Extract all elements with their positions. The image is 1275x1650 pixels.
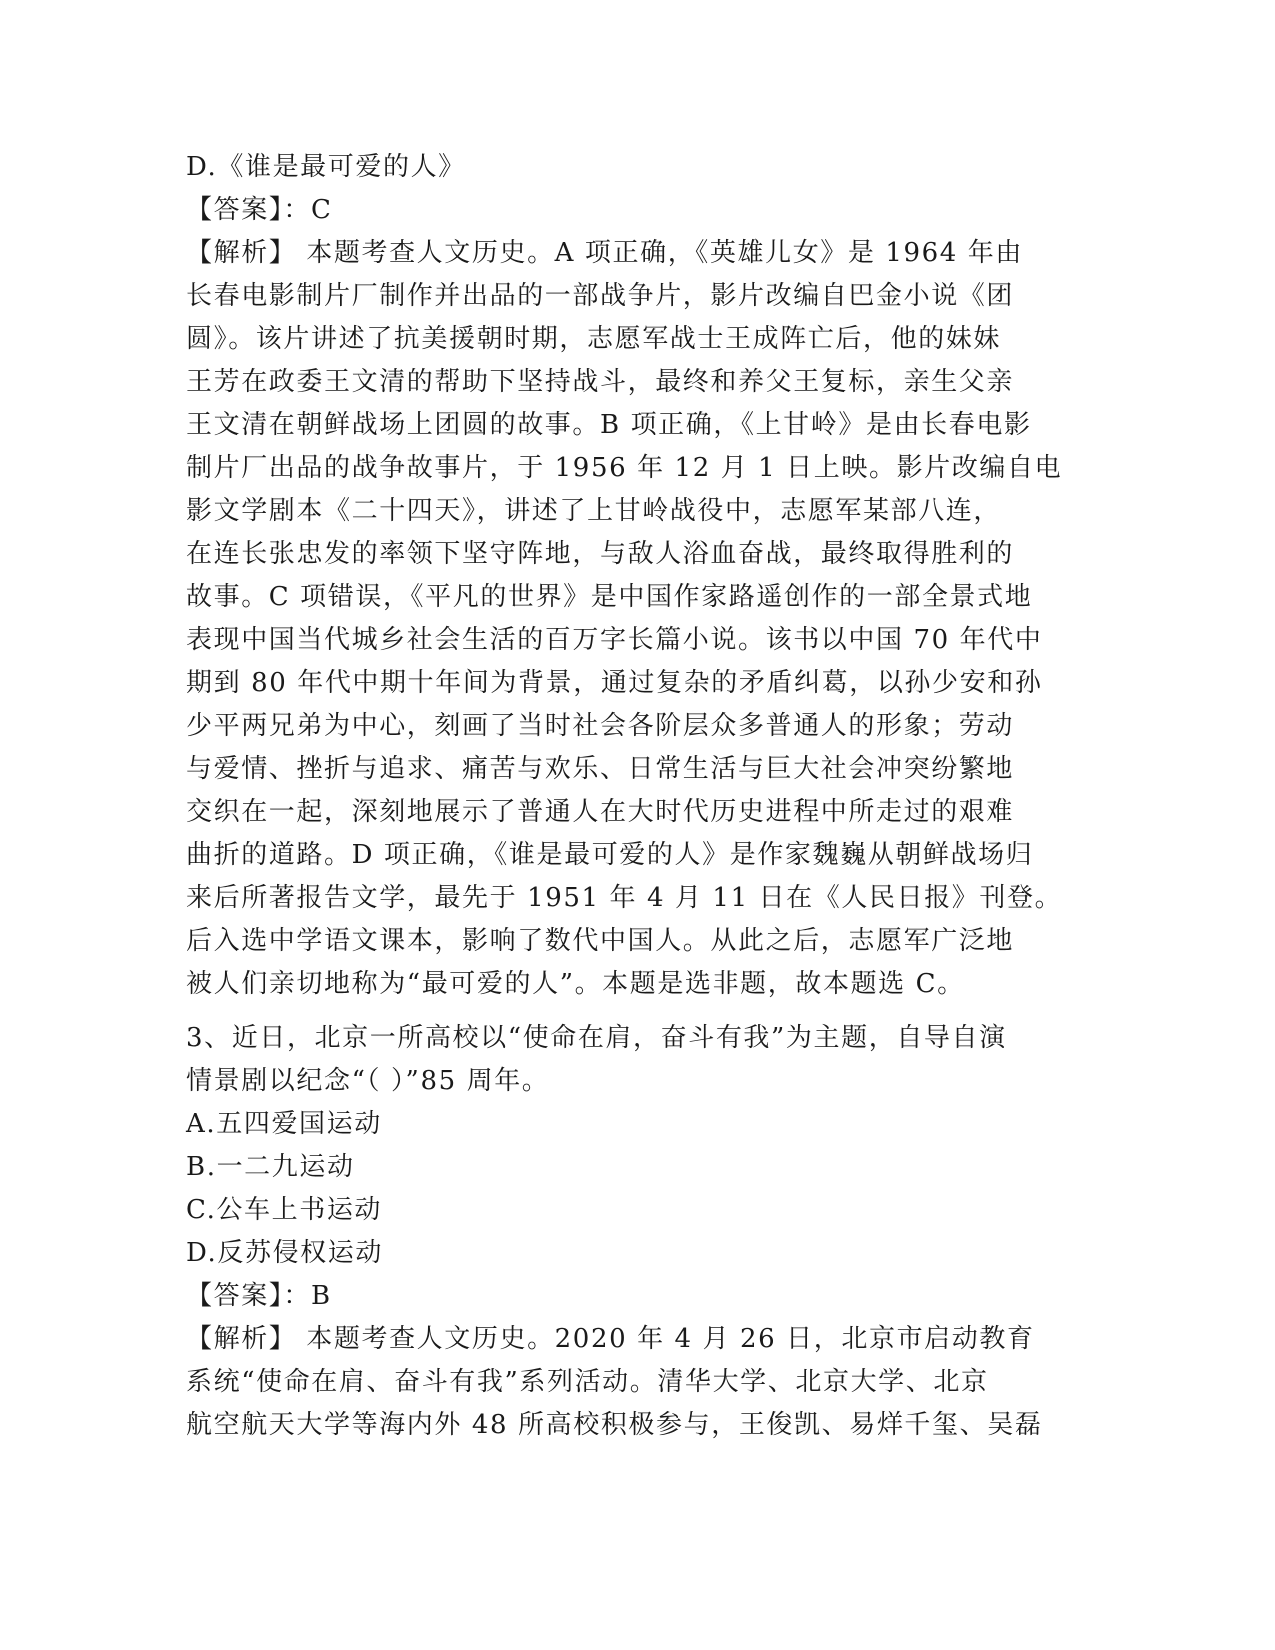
- q3-analysis: [186, 1318, 1086, 1447]
- q2-analysis-line: 王文清在朝鲜战场上团圆的故事。B 项正确，《上甘岭》是由长春电影: [186, 410, 1032, 440]
- q3-option-c: C.公车上书运动: [186, 1195, 383, 1225]
- q2-analysis-line: 长春电影制片厂制作并出品的一部战争片，影片改编自巴金小说《团: [186, 281, 1015, 311]
- q2-analysis-line: 来后所著报告文学，最先于 1951 年 4 月 11 日在《人民日报》刊登。: [186, 883, 1063, 913]
- q2-analysis-line: 制片厂出品的战争故事片，于 1956 年 12 月 1 日上映。影片改编自电: [186, 453, 1063, 483]
- q2-analysis-line: 少平两兄弟为中心，刻画了当时社会各阶层众多普通人的形象；劳动: [186, 711, 1015, 741]
- q2-analysis-line: 故事。C 项错误，《平凡的世界》是中国作家路遥创作的一部全景式地: [186, 582, 1033, 612]
- q2-analysis-line: 曲折的道路。D 项正确，《谁是最可爱的人》是作家魏巍从朝鲜战场归: [186, 840, 1034, 870]
- q3-analysis-line: 航空航天大学等海内外 48 所高校积极参与，王俊凯、易烊千玺、吴磊: [186, 1410, 1043, 1440]
- q2-analysis-line: 交织在一起，深刻地展示了普通人在大时代历史进程中所走过的艰难: [186, 797, 1015, 827]
- q2-analysis-line: 期到 80 年代中期十年间为背景，通过复杂的矛盾纠葛，以孙少安和孙: [186, 668, 1043, 698]
- q2-analysis: [186, 232, 1086, 1006]
- q2-analysis-line: 被人们亲切地称为“最可爱的人”。本题是选非题，故本题选 C。: [186, 969, 965, 999]
- q3-options: [186, 1103, 1086, 1275]
- page-content: [186, 146, 1086, 1447]
- question-spacer: [186, 1006, 1086, 1017]
- q2-analysis-line: 【解析】 本题考查人文历史。A 项正确，《英雄儿女》是 1964 年由: [186, 238, 1024, 268]
- q3-analysis-line: 系统“使命在肩、奋斗有我”系列活动。清华大学、北京大学、北京: [186, 1367, 989, 1397]
- q2-analysis-line: 表现中国当代城乡社会生活的百万字长篇小说。该书以中国 70 年代中: [186, 625, 1043, 655]
- q2-analysis-line: 影文学剧本《二十四天》，讲述了上甘岭战役中，志愿军某部八连，: [186, 496, 1002, 526]
- q2-answer: 【答案】：C: [186, 195, 333, 225]
- q3-stem-line: 3、近日，北京一所高校以“使命在肩，奋斗有我”为主题，自导自演: [186, 1023, 1007, 1053]
- q3-analysis-line: 【解析】 本题考查人文历史。2020 年 4 月 26 日，北京市启动教育: [186, 1324, 1035, 1354]
- q3-option-b: B.一二九运动: [186, 1152, 355, 1182]
- q3-stem: [186, 1017, 1086, 1103]
- q2-analysis-line: 后入选中学语文课本，影响了数代中国人。从此之后，志愿军广泛地: [186, 926, 1015, 956]
- q3-stem-line: 情景剧以纪念“（ ）”85 周年。: [186, 1066, 550, 1096]
- q2-option-d: D.《谁是最可爱的人》: [186, 152, 466, 182]
- q3-option-d: D.反苏侵权运动: [186, 1238, 383, 1268]
- q2-analysis-line: 王芳在政委王文清的帮助下坚持战斗，最终和养父王复标，亲生父亲: [186, 367, 1015, 397]
- q2-analysis-line: 在连长张忠发的率领下坚守阵地，与敌人浴血奋战，最终取得胜利的: [186, 539, 1015, 569]
- q3-option-a: A.五四爱国运动: [186, 1109, 382, 1139]
- q3-answer: 【答案】：B: [186, 1281, 332, 1311]
- q2-analysis-line: 与爱情、挫折与追求、痛苦与欢乐、日常生活与巨大社会冲突纷繁地: [186, 754, 1015, 784]
- q2-analysis-line: 圆》。该片讲述了抗美援朝时期，志愿军战士王成阵亡后，他的妹妹: [186, 324, 1002, 354]
